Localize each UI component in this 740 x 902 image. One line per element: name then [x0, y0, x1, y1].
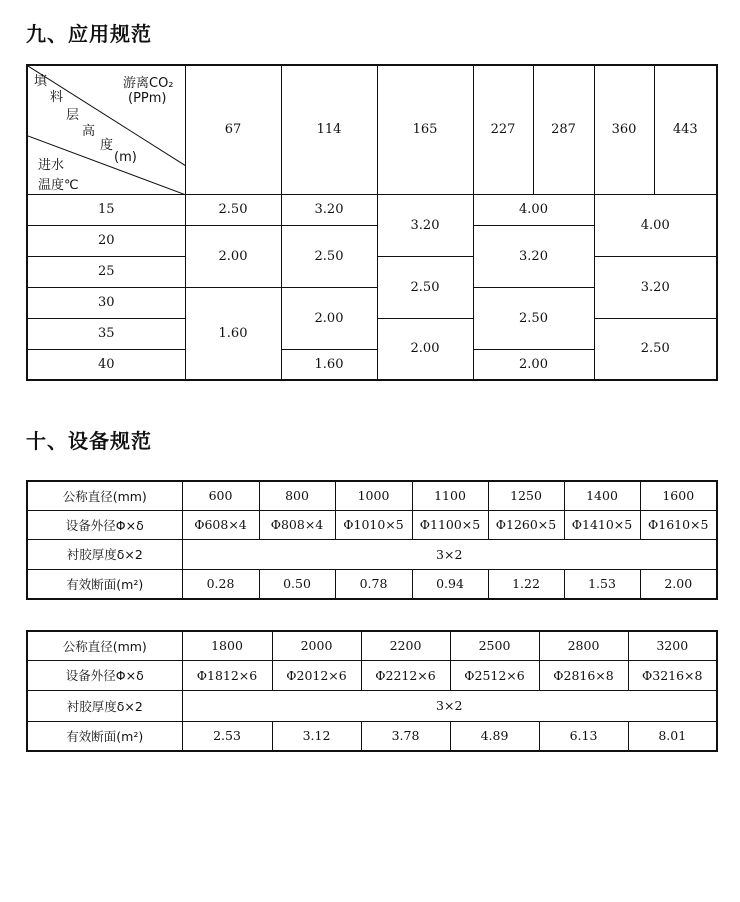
outer-cell: Φ808×4: [259, 510, 335, 539]
area-cell: 0.28: [182, 569, 259, 599]
outer-cell: Φ3216×8: [628, 660, 717, 690]
diameter-cell: 3200: [628, 631, 717, 660]
cell-360-443-25-30: 3.20: [594, 256, 717, 318]
outer-cell: Φ1410×5: [564, 510, 640, 539]
equipment-spec-table-b: [26, 630, 718, 752]
temp-row-15: 15: [27, 194, 185, 225]
diameter-cell: 2000: [272, 631, 361, 660]
diameter-cell: 2800: [539, 631, 628, 660]
lining-value: 3×2: [182, 690, 717, 721]
cell-165-15-20: 3.20: [377, 194, 473, 256]
fill-char-5: 度: [100, 138, 114, 153]
diameter-cell: 2200: [361, 631, 450, 660]
lining-thickness-label: 衬胶厚度δ×2: [27, 539, 182, 569]
fill-unit-label: (m): [114, 150, 137, 165]
outer-diameter-label: 设备外径Φ×δ: [27, 660, 182, 690]
cell-360-443-35-40: 2.50: [594, 318, 717, 380]
outer-diameter-label: 设备外径Φ×δ: [27, 510, 182, 539]
application-spec-table: [26, 64, 718, 381]
co2-col-165: 165: [377, 65, 473, 194]
cell-165-25-30: 2.50: [377, 256, 473, 318]
area-cell: 0.94: [412, 569, 488, 599]
outer-cell: Φ608×4: [182, 510, 259, 539]
diameter-cell: 1250: [488, 481, 564, 510]
co2-col-360: 360: [594, 65, 654, 194]
area-cell: 1.53: [564, 569, 640, 599]
outer-cell: Φ2512×6: [450, 660, 539, 690]
diameter-cell: 800: [259, 481, 335, 510]
cell-227-287-40: 2.00: [473, 349, 594, 380]
outer-cell: Φ1260×5: [488, 510, 564, 539]
lining-thickness-label: 衬胶厚度δ×2: [27, 690, 182, 721]
temp-row-30: 30: [27, 287, 185, 318]
ppm-unit-label: (PPm): [128, 91, 167, 106]
co2-col-67: 67: [185, 65, 281, 194]
diameter-cell: 1800: [182, 631, 272, 660]
temp-row-35: 35: [27, 318, 185, 349]
nominal-diameter-label: 公称直径(mm): [27, 481, 182, 510]
effective-area-label: 有效断面(m²): [27, 721, 182, 751]
diameter-cell: 2500: [450, 631, 539, 660]
effective-area-label: 有效断面(m²): [27, 569, 182, 599]
diameter-cell: 1100: [412, 481, 488, 510]
diameter-cell: 1400: [564, 481, 640, 510]
area-cell: 4.89: [450, 721, 539, 751]
outer-cell: Φ2816×8: [539, 660, 628, 690]
section-10-title: 十、设备规范: [26, 429, 152, 453]
co2-col-287: 287: [533, 65, 594, 194]
cell-360-443-15-20: 4.00: [594, 194, 717, 256]
inlet-label: 进水: [38, 158, 65, 173]
area-cell: 8.01: [628, 721, 717, 751]
outer-cell: Φ1010×5: [335, 510, 412, 539]
fill-char-3: 层: [66, 108, 80, 123]
cell-165-35-40: 2.00: [377, 318, 473, 380]
temp-row-20: 20: [27, 225, 185, 256]
area-cell: 3.12: [272, 721, 361, 751]
area-cell: 0.50: [259, 569, 335, 599]
cell-114-40: 1.60: [281, 349, 377, 380]
cell-114-30-35: 2.00: [281, 287, 377, 349]
diameter-cell: 1600: [640, 481, 717, 510]
outer-cell: Φ1610×5: [640, 510, 717, 539]
diameter-cell: 600: [182, 481, 259, 510]
area-cell: 6.13: [539, 721, 628, 751]
co2-header-label: 游离CO₂: [123, 76, 174, 91]
cell-227-287-15: 4.00: [473, 194, 594, 225]
fill-char-4: 高: [82, 124, 96, 139]
area-cell: 3.78: [361, 721, 450, 751]
cell-67-30-40: 1.60: [185, 287, 281, 380]
cell-67-15: 2.50: [185, 194, 281, 225]
outer-cell: Φ2012×6: [272, 660, 361, 690]
nominal-diameter-label: 公称直径(mm): [27, 631, 182, 660]
temp-row-25: 25: [27, 256, 185, 287]
area-cell: 1.22: [488, 569, 564, 599]
cell-67-20-25: 2.00: [185, 225, 281, 287]
area-cell: 2.00: [640, 569, 717, 599]
diameter-cell: 1000: [335, 481, 412, 510]
temp-row-40: 40: [27, 349, 185, 380]
co2-col-114: 114: [281, 65, 377, 194]
outer-cell: Φ1100×5: [412, 510, 488, 539]
cell-114-15: 3.20: [281, 194, 377, 225]
temperature-label: 温度℃: [38, 178, 79, 193]
section-9-title: 九、应用规范: [26, 22, 152, 46]
corner-header-cell: [27, 65, 185, 194]
cell-227-287-20-25: 3.20: [473, 225, 594, 287]
outer-cell: Φ1812×6: [182, 660, 272, 690]
area-cell: 2.53: [182, 721, 272, 751]
area-cell: 0.78: [335, 569, 412, 599]
co2-col-443: 443: [654, 65, 717, 194]
equipment-spec-table-a: [26, 480, 718, 600]
fill-char-1: 填: [34, 74, 48, 89]
fill-char-2: 料: [50, 90, 64, 105]
cell-114-20-25: 2.50: [281, 225, 377, 287]
cell-227-287-30-35: 2.50: [473, 287, 594, 349]
co2-col-227: 227: [473, 65, 533, 194]
outer-cell: Φ2212×6: [361, 660, 450, 690]
lining-value: 3×2: [182, 539, 717, 569]
